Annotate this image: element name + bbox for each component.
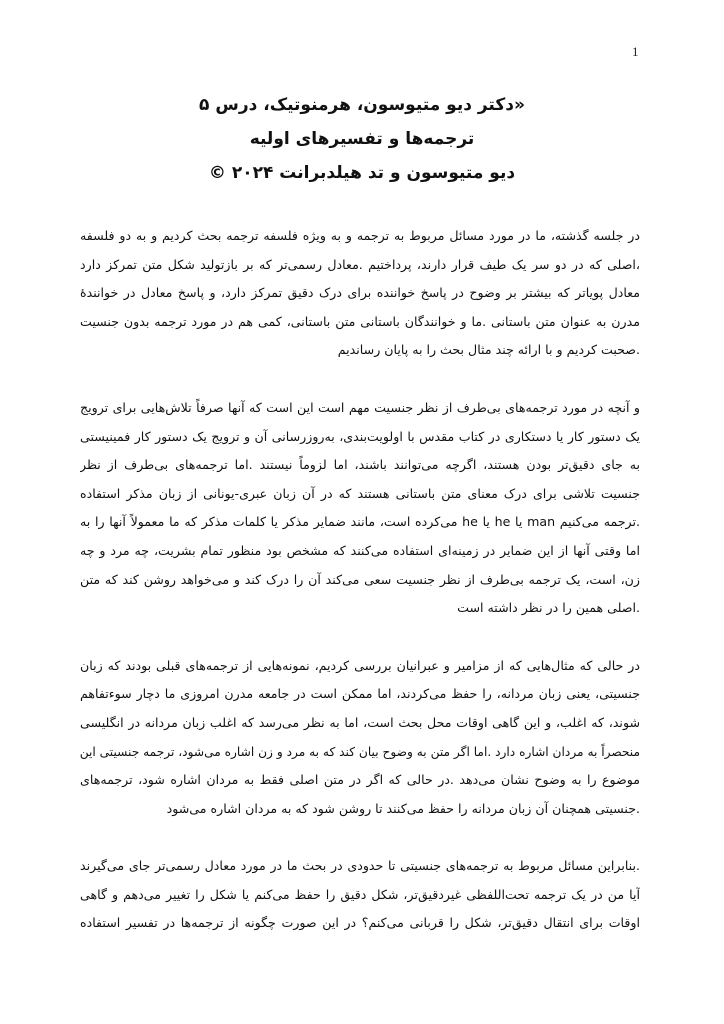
title-line-1: «دکتر دیو متیوسون، هرمنوتیک، درس ۵	[199, 95, 525, 115]
paragraph-line: .صحبت کردیم و با ارائه چند مثال بحث را به پایان رساندیم	[337, 342, 640, 358]
paragraph-3	[80, 652, 640, 824]
paragraph-line: در حالی که مثال‌هایی که از مزامیر و عبرانیان بررسی کردیم، نمونه‌هایی از ترجمه‌های قبلی بودند که زبان	[80, 657, 640, 673]
paragraph-line: جنسیتی، یعنی زبان مردانه، را حفظ می‌کردند، اما ممکن است در جامعه مدرن امروزی ما دچار سوءتفاهم	[80, 686, 640, 702]
document-title	[60, 88, 664, 190]
title-line-2: ترجمه‌ها و تفسیرهای اولیه	[249, 129, 475, 149]
paragraph-line: .ترجمه می‌کنیم man یا he یا he می‌کرده است، مانند ضمایر مذکر یا کلمات مذکر که ما معمولاً آنها را به	[80, 514, 640, 530]
paragraph-line: ،اصلی که در دو سر یک طیف قرار دارند، پرداختیم .معادل رسمی‌تر که بر بازتولید شکل متن تمرکز دارد	[80, 256, 640, 272]
paragraph-line: زن، است، یک ترجمه بی‌طرف از نظر جنسیت سعی می‌کند آن را درک کند و می‌خواهد روشن کند که متن	[80, 571, 640, 587]
paragraph-line: جنسیت تلاشی برای درک معنای متن باستانی هستند که در آن زبان عبری-یونانی از زبان مذکر استفاده	[80, 485, 640, 501]
paragraph-line: معادل پویاتر که بیشتر بر وضوح در پاسخ خواننده برای درک دقیق تمرکز دارد، و پاسخ معادل در خوانندهٔ	[80, 285, 640, 301]
paragraph-line: و آنچه در مورد ترجمه‌های بی‌طرف از نظر جنسیت مهم است این است که آنها صرفاً تلاش‌هایی برای ترویج	[80, 399, 640, 415]
paragraph-line: .جنسیتی همچنان آن زبان مردانه را حفظ می‌کنند تا روشن شود که به مردان اشاره می‌شود	[166, 800, 640, 816]
paragraph-line: اوقات برای انتقال دقیق‌تر، شکل را قربانی می‌کنم؟ در این صورت چگونه از ترجمه‌ها در تفسیر استفاده	[80, 915, 640, 931]
paragraph-line: شوند، که اغلب، و این گاهی اوقات محل بحث است، اما به نظر می‌رسد که اغلب زبان مردانه در انگلیسی	[80, 714, 640, 730]
paragraph-line: مدرن به عنوان متن باستانی .ما و خوانندگان باستانی متن باستانی، کمی هم در مورد ترجمه بدون جنسیت	[80, 313, 640, 329]
paragraph-2	[80, 394, 640, 623]
page-number: 1	[632, 44, 639, 59]
paragraph-line: به جای دقیق‌تر بودن هستند، اگرچه می‌توانند باشند، اما لزوماً نیستند .اما ترجمه‌های بی‌طرف از نظر	[80, 457, 640, 473]
paragraph-line: در جلسه گذشته، ما در مورد مسائل مربوط به ترجمه و به ویژه فلسفه ترجمه بحث کردیم و به دو فلسفه	[80, 228, 640, 243]
paragraph-4	[80, 852, 640, 938]
paragraph-1	[80, 222, 640, 365]
paragraph-line: موضوع را به وضوح نشان می‌دهد .در حالی که اگر در متن اصلی فقط به مردان اشاره شود، ترجمه‌های	[80, 772, 640, 788]
paragraph-line: .بنابراین مسائل مربوط به ترجمه‌های جنسیتی تا حدودی در بحث ما در مورد معادل رسمی‌تر جای می‌گیرند	[80, 858, 640, 874]
title-line-3: دیو متیوسون و تد هیلدبرانت ۲۰۲۴ ©	[208, 163, 516, 183]
document-body	[80, 222, 640, 967]
paragraph-line: .اصلی همین را در نظر داشته است	[457, 600, 640, 616]
paragraph-line: اما وقتی آنها از این ضمایر در زمینه‌ای استفاده می‌کنند که مشخص بود منظور تمام بشریت، چه مرد و چه	[80, 542, 640, 558]
paragraph-line: منحصراً به مردان اشاره دارد .اما اگر متن به وضوح بیان کند که به مرد و زن اشاره می‌شود، ترجمه جنسیتی این	[80, 744, 640, 759]
paragraph-line: یک دستور کار یا دستکاری در کتاب مقدس با اولویت‌بندی، به‌روزرسانی آن و ترویج یک دستور کار فمینیستی	[80, 428, 640, 444]
paragraph-line: آیا من در یک ترجمه تحت‌اللفظی غیردقیق‌تر، شکل دقیق را حفظ می‌کنم یا شکل را تغییر می‌دهم و گاهی	[80, 886, 640, 902]
